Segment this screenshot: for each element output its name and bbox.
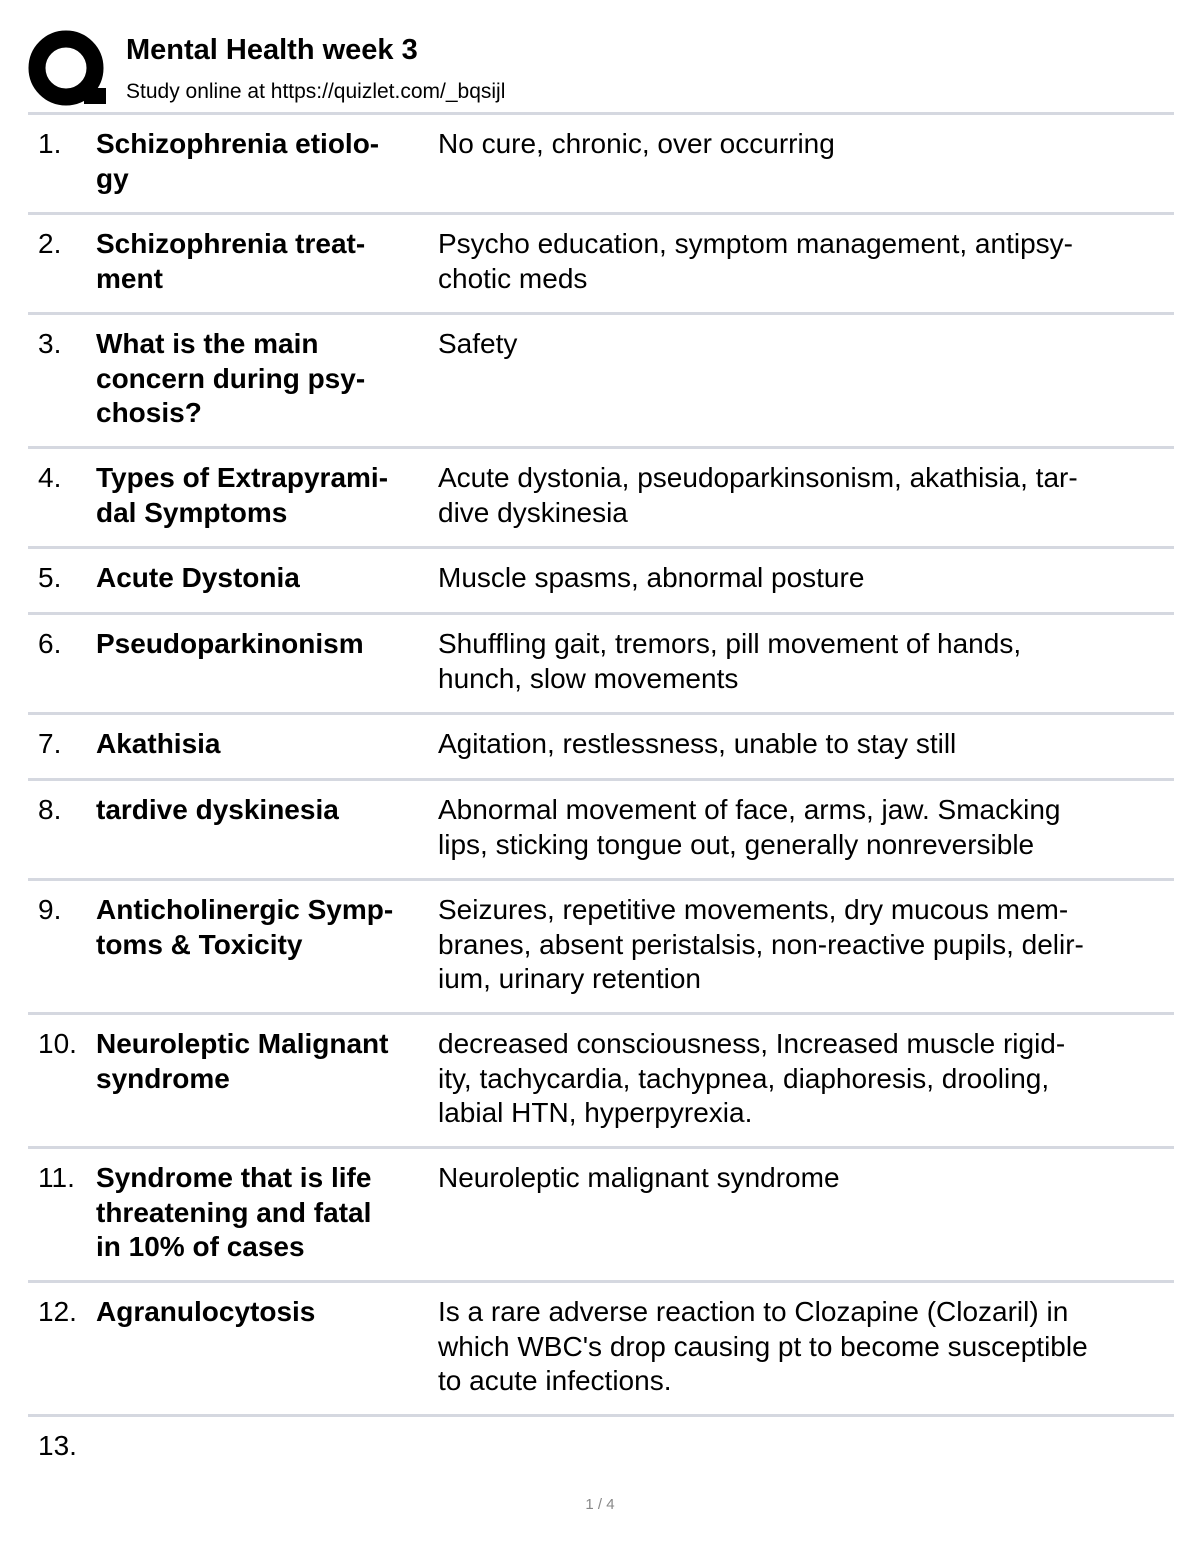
card-term: [96, 461, 428, 530]
flashcard-row: [28, 781, 1174, 881]
flashcard-row: [28, 1417, 1174, 1487]
term-line: Schizophrenia treat-: [96, 228, 366, 259]
card-number: 10.: [38, 1028, 77, 1059]
definition-line: hunch, slow movements: [438, 662, 739, 694]
page-title: Mental Health week 3: [126, 34, 418, 66]
definition-line: Safety: [438, 328, 518, 359]
term-line: ment: [96, 262, 163, 294]
term-line: tardive dyskinesia: [96, 794, 339, 825]
term-line: Agranulocytosis: [96, 1296, 316, 1327]
term-line: syndrome: [96, 1062, 230, 1094]
flashcard-row: [28, 215, 1174, 315]
card-number: 3.: [38, 328, 62, 359]
card-term: [96, 727, 428, 762]
card-term: [96, 1027, 428, 1096]
term-line: Types of Extrapyrami-: [96, 462, 389, 493]
term-line: Neuroleptic Malignant: [96, 1028, 389, 1059]
flashcard-row: [28, 881, 1174, 1015]
card-definition: [438, 1295, 1174, 1399]
flashcard-list: [28, 115, 1174, 1487]
card-term: [96, 327, 428, 431]
card-term: [96, 561, 428, 596]
definition-line: branes, absent peristalsis, non-reactive pupils, delir-: [438, 928, 1084, 960]
card-definition: [438, 627, 1174, 696]
page-header: [28, 30, 1174, 114]
card-term: [96, 127, 428, 196]
card-definition: [438, 893, 1174, 997]
card-number: 2.: [38, 228, 62, 259]
term-line: Pseudoparkinonism: [96, 628, 364, 659]
study-link-text: Study online at https://quizlet.com/_bqsijl: [126, 80, 506, 103]
term-line: in 10% of cases: [96, 1231, 305, 1262]
term-line: Akathisia: [96, 728, 221, 759]
card-definition: [438, 327, 1174, 362]
flashcard-row: [28, 715, 1174, 781]
card-definition: [438, 461, 1174, 530]
card-number: 6.: [38, 628, 62, 659]
term-line: What is the main: [96, 328, 319, 359]
card-definition: [438, 1027, 1174, 1131]
definition-line: dive dyskinesia: [438, 496, 628, 528]
card-definition: [438, 561, 1174, 596]
flashcard-row: [28, 549, 1174, 615]
definition-line: Abnormal movement of face, arms, jaw. Smacking: [438, 794, 1061, 825]
term-line: toms & Toxicity: [96, 928, 303, 960]
card-term: [96, 793, 428, 828]
card-number: 4.: [38, 462, 62, 493]
definition-line: Seizures, repetitive movements, dry mucous mem-: [438, 894, 1069, 925]
card-number: 12.: [38, 1296, 77, 1327]
term-line: chosis?: [96, 397, 202, 428]
card-definition: [438, 727, 1174, 762]
definition-line: Acute dystonia, pseudoparkinsonism, akathisia, tar-: [438, 462, 1078, 493]
definition-line: ity, tachycardia, tachypnea, diaphoresis, drooling,: [438, 1062, 1050, 1094]
card-number: 1.: [38, 128, 62, 159]
quizlet-q-logo-icon: [28, 30, 108, 108]
card-number: 5.: [38, 562, 62, 593]
card-term: [96, 627, 428, 662]
term-line: Schizophrenia etiolo-: [96, 128, 380, 159]
term-line: Acute Dystonia: [96, 562, 300, 593]
definition-line: No cure, chronic, over occurring: [438, 128, 835, 159]
flashcard-row: [28, 115, 1174, 215]
page-number: 1 / 4: [585, 1496, 615, 1513]
flashcard-row: [28, 449, 1174, 549]
definition-line: to acute infections.: [438, 1365, 672, 1396]
term-line: Anticholinergic Symp-: [96, 894, 394, 925]
card-number: 7.: [38, 728, 62, 759]
card-term: [96, 1295, 428, 1330]
term-line: Syndrome that is life: [96, 1162, 372, 1193]
definition-line: lips, sticking tongue out, generally nonreversible: [438, 828, 1035, 860]
definition-line: which WBC's drop causing pt to become susceptible: [438, 1330, 1088, 1362]
definition-line: Psycho education, symptom management, antipsy-: [438, 228, 1073, 259]
card-term: [96, 893, 428, 962]
term-line: concern during psy-: [96, 362, 366, 394]
definition-line: Neuroleptic malignant syndrome: [438, 1162, 840, 1193]
card-definition: [438, 127, 1174, 162]
definition-line: Muscle spasms, abnormal posture: [438, 562, 865, 593]
term-line: threatening and fatal: [96, 1196, 372, 1228]
definition-line: labial HTN, hyperpyrexia.: [438, 1097, 753, 1128]
definition-line: Is a rare adverse reaction to Clozapine (Clozaril) in: [438, 1296, 1069, 1327]
card-number: 8.: [38, 794, 62, 825]
card-definition: [438, 793, 1174, 862]
card-term: [96, 1161, 428, 1265]
card-term: [96, 227, 428, 296]
flashcard-row: [28, 615, 1174, 715]
card-number: 9.: [38, 894, 62, 925]
flashcard-row: [28, 315, 1174, 449]
card-number: 13.: [38, 1430, 77, 1461]
flashcard-row: [28, 1015, 1174, 1149]
definition-line: Shuffling gait, tremors, pill movement of hands,: [438, 628, 1022, 659]
flashcard-row: [28, 1283, 1174, 1417]
definition-line: ium, urinary retention: [438, 963, 702, 994]
card-definition: [438, 227, 1174, 296]
term-line: gy: [96, 162, 129, 194]
term-line: dal Symptoms: [96, 496, 288, 528]
card-definition: [438, 1161, 1174, 1196]
definition-line: chotic meds: [438, 262, 588, 294]
flashcard-row: [28, 1149, 1174, 1283]
definition-line: decreased consciousness, Increased muscle rigid-: [438, 1028, 1066, 1059]
card-number: 11.: [38, 1162, 75, 1193]
definition-line: Agitation, restlessness, unable to stay still: [438, 728, 957, 759]
